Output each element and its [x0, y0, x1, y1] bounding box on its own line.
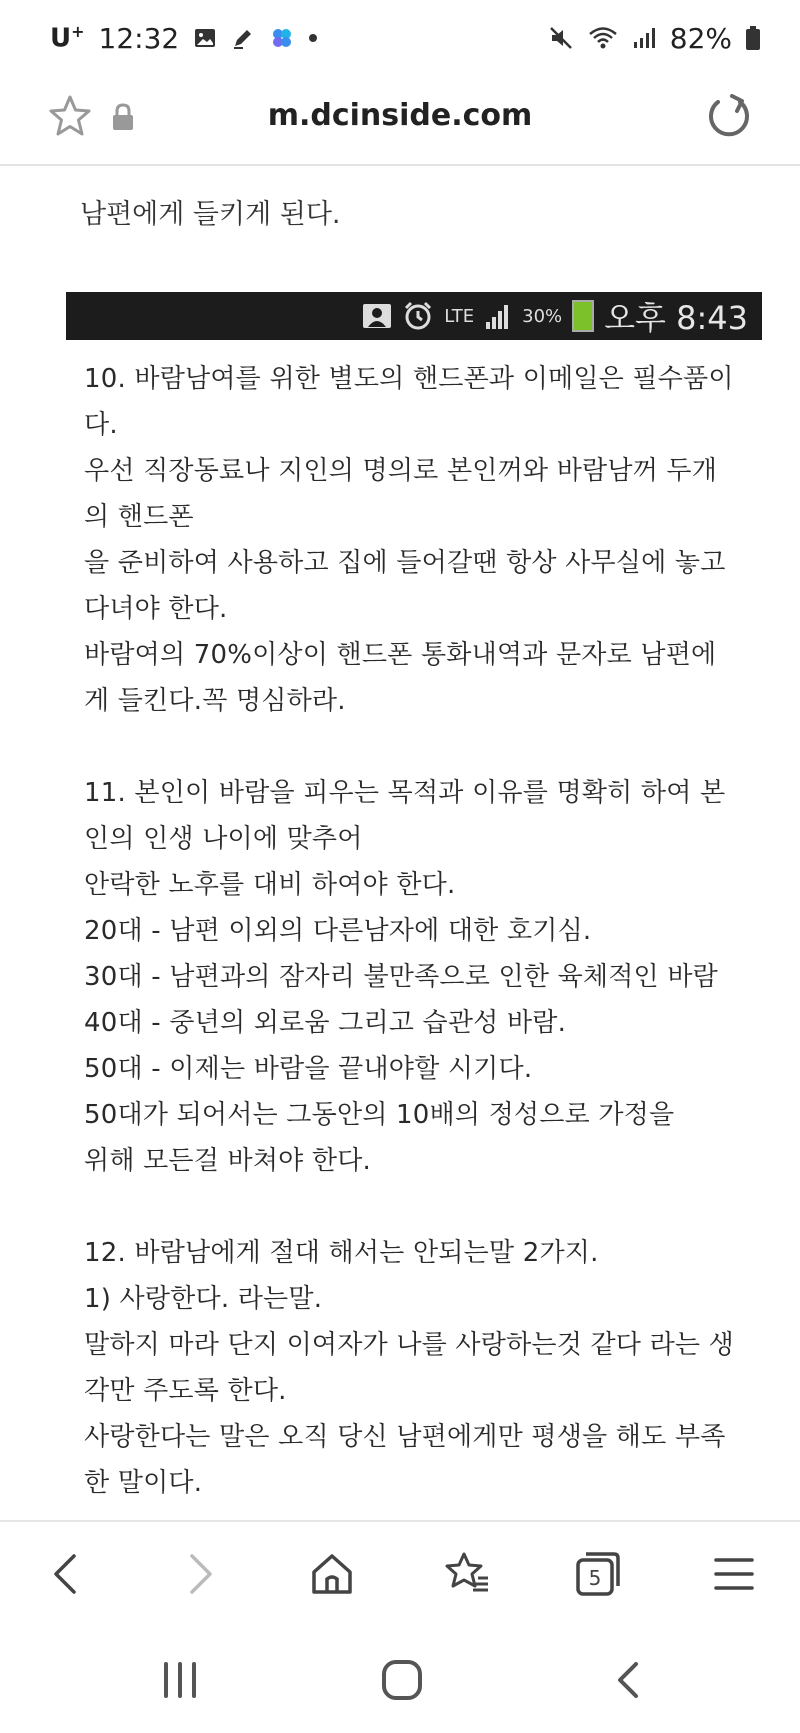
signal-bars-icon [484, 302, 512, 330]
carrier-label: U+ [50, 22, 85, 54]
text-line: 사랑한다는 말은 오직 당신 남편에게만 평생을 해도 부족 [84, 1422, 726, 1452]
system-back-icon[interactable] [600, 1654, 656, 1706]
text-line: 게 들킨다.꼭 명심하라. [84, 686, 346, 716]
text-line: 우선 직장동료나 지인의 명의로 본인꺼와 바람남꺼 두개 [84, 456, 718, 486]
home-button-icon[interactable] [374, 1654, 430, 1706]
bookmarks-icon[interactable] [440, 1548, 492, 1600]
tab-count: 5 [588, 1566, 602, 1590]
text-line: 20대 - 남편 이외의 다른남자에 대한 호기심. [84, 916, 592, 946]
reload-icon[interactable] [702, 92, 754, 144]
url-text[interactable]: m.dcinside.com [267, 98, 533, 133]
embedded-time: 오후 8:43 [604, 299, 748, 337]
embedded-battery-percent: 30% [522, 305, 563, 327]
status-right [548, 22, 760, 55]
text-line: 10. 바람남여를 위한 별도의 핸드폰과 이메일은 필수품이 [84, 364, 734, 394]
text-line: 다. [84, 410, 118, 440]
battery-percent: 82% [669, 21, 732, 55]
mute-icon [548, 25, 574, 51]
gallery-icon [193, 26, 217, 50]
app-notification-icon [269, 25, 295, 51]
status-bar [0, 0, 800, 76]
text-line: 의 핸드폰 [84, 502, 194, 532]
article-text [84, 356, 744, 1506]
text-line [84, 1184, 744, 1230]
pen-icon [231, 26, 255, 50]
text-line: 40대 - 중년의 외로움 그리고 습관성 바람. [84, 1008, 567, 1038]
alarm-icon [402, 300, 434, 332]
text-line: 남편에게 들키게 된다. [80, 199, 341, 230]
text-line: 말하지 마라 단지 이여자가 나를 사랑하는것 같다 라는 생 [84, 1330, 734, 1360]
page-content [0, 168, 800, 1520]
recent-apps-icon[interactable] [152, 1654, 208, 1706]
text-line: 50대가 되어서는 그동안의 10배의 정성으로 가정을 [84, 1100, 675, 1130]
battery-icon [746, 26, 760, 50]
text-line: 위해 모든걸 바쳐야 한다. [84, 1146, 372, 1176]
text-line: 다녀야 한다. [84, 594, 228, 624]
contact-icon [362, 303, 392, 329]
wifi-icon [588, 25, 618, 51]
embedded-battery-icon [572, 300, 594, 332]
text-line [84, 724, 744, 770]
text-line: 50대 - 이제는 바람을 끝내야할 시기다. [84, 1054, 533, 1084]
network-type: LTE [444, 305, 475, 327]
signal-icon [632, 26, 656, 50]
text-line: 바람여의 70%이상이 핸드폰 통화내역과 문자로 남편에 [84, 640, 717, 670]
text-line: 30대 - 남편과의 잠자리 불만족으로 인한 육체적인 바람 [84, 962, 718, 992]
address-bar [0, 76, 800, 166]
tabs-icon[interactable] [572, 1548, 624, 1600]
text-line: 11. 본인이 바람을 피우는 목적과 이유를 명확히 하여 본 [84, 778, 726, 808]
forward-icon[interactable] [174, 1548, 226, 1600]
text-line: 안락한 노후를 대비 하여야 한다. [84, 870, 456, 900]
text-line: 한 말이다. [84, 1468, 203, 1498]
back-icon[interactable] [40, 1548, 92, 1600]
text-line: 인의 인생 나이에 맞추어 [84, 824, 363, 854]
menu-icon[interactable] [708, 1548, 760, 1600]
text-line: 을 준비하여 사용하고 집에 들어갈땐 항상 사무실에 놓고 [84, 548, 726, 578]
status-time: 12:32 [98, 21, 180, 55]
text-line: 1) 사랑한다. 라는말. [84, 1284, 323, 1314]
embedded-screenshot-statusbar [66, 292, 762, 340]
text-line: 각만 주도록 한다. [84, 1376, 287, 1406]
browser-toolbar [0, 1520, 800, 1626]
system-navigation-bar [0, 1626, 800, 1733]
more-notifications-dot [309, 34, 317, 42]
home-icon[interactable] [306, 1548, 358, 1600]
status-left [50, 22, 317, 55]
text-line: 12. 바람남에게 절대 해서는 안되는말 2가지. [84, 1238, 599, 1268]
